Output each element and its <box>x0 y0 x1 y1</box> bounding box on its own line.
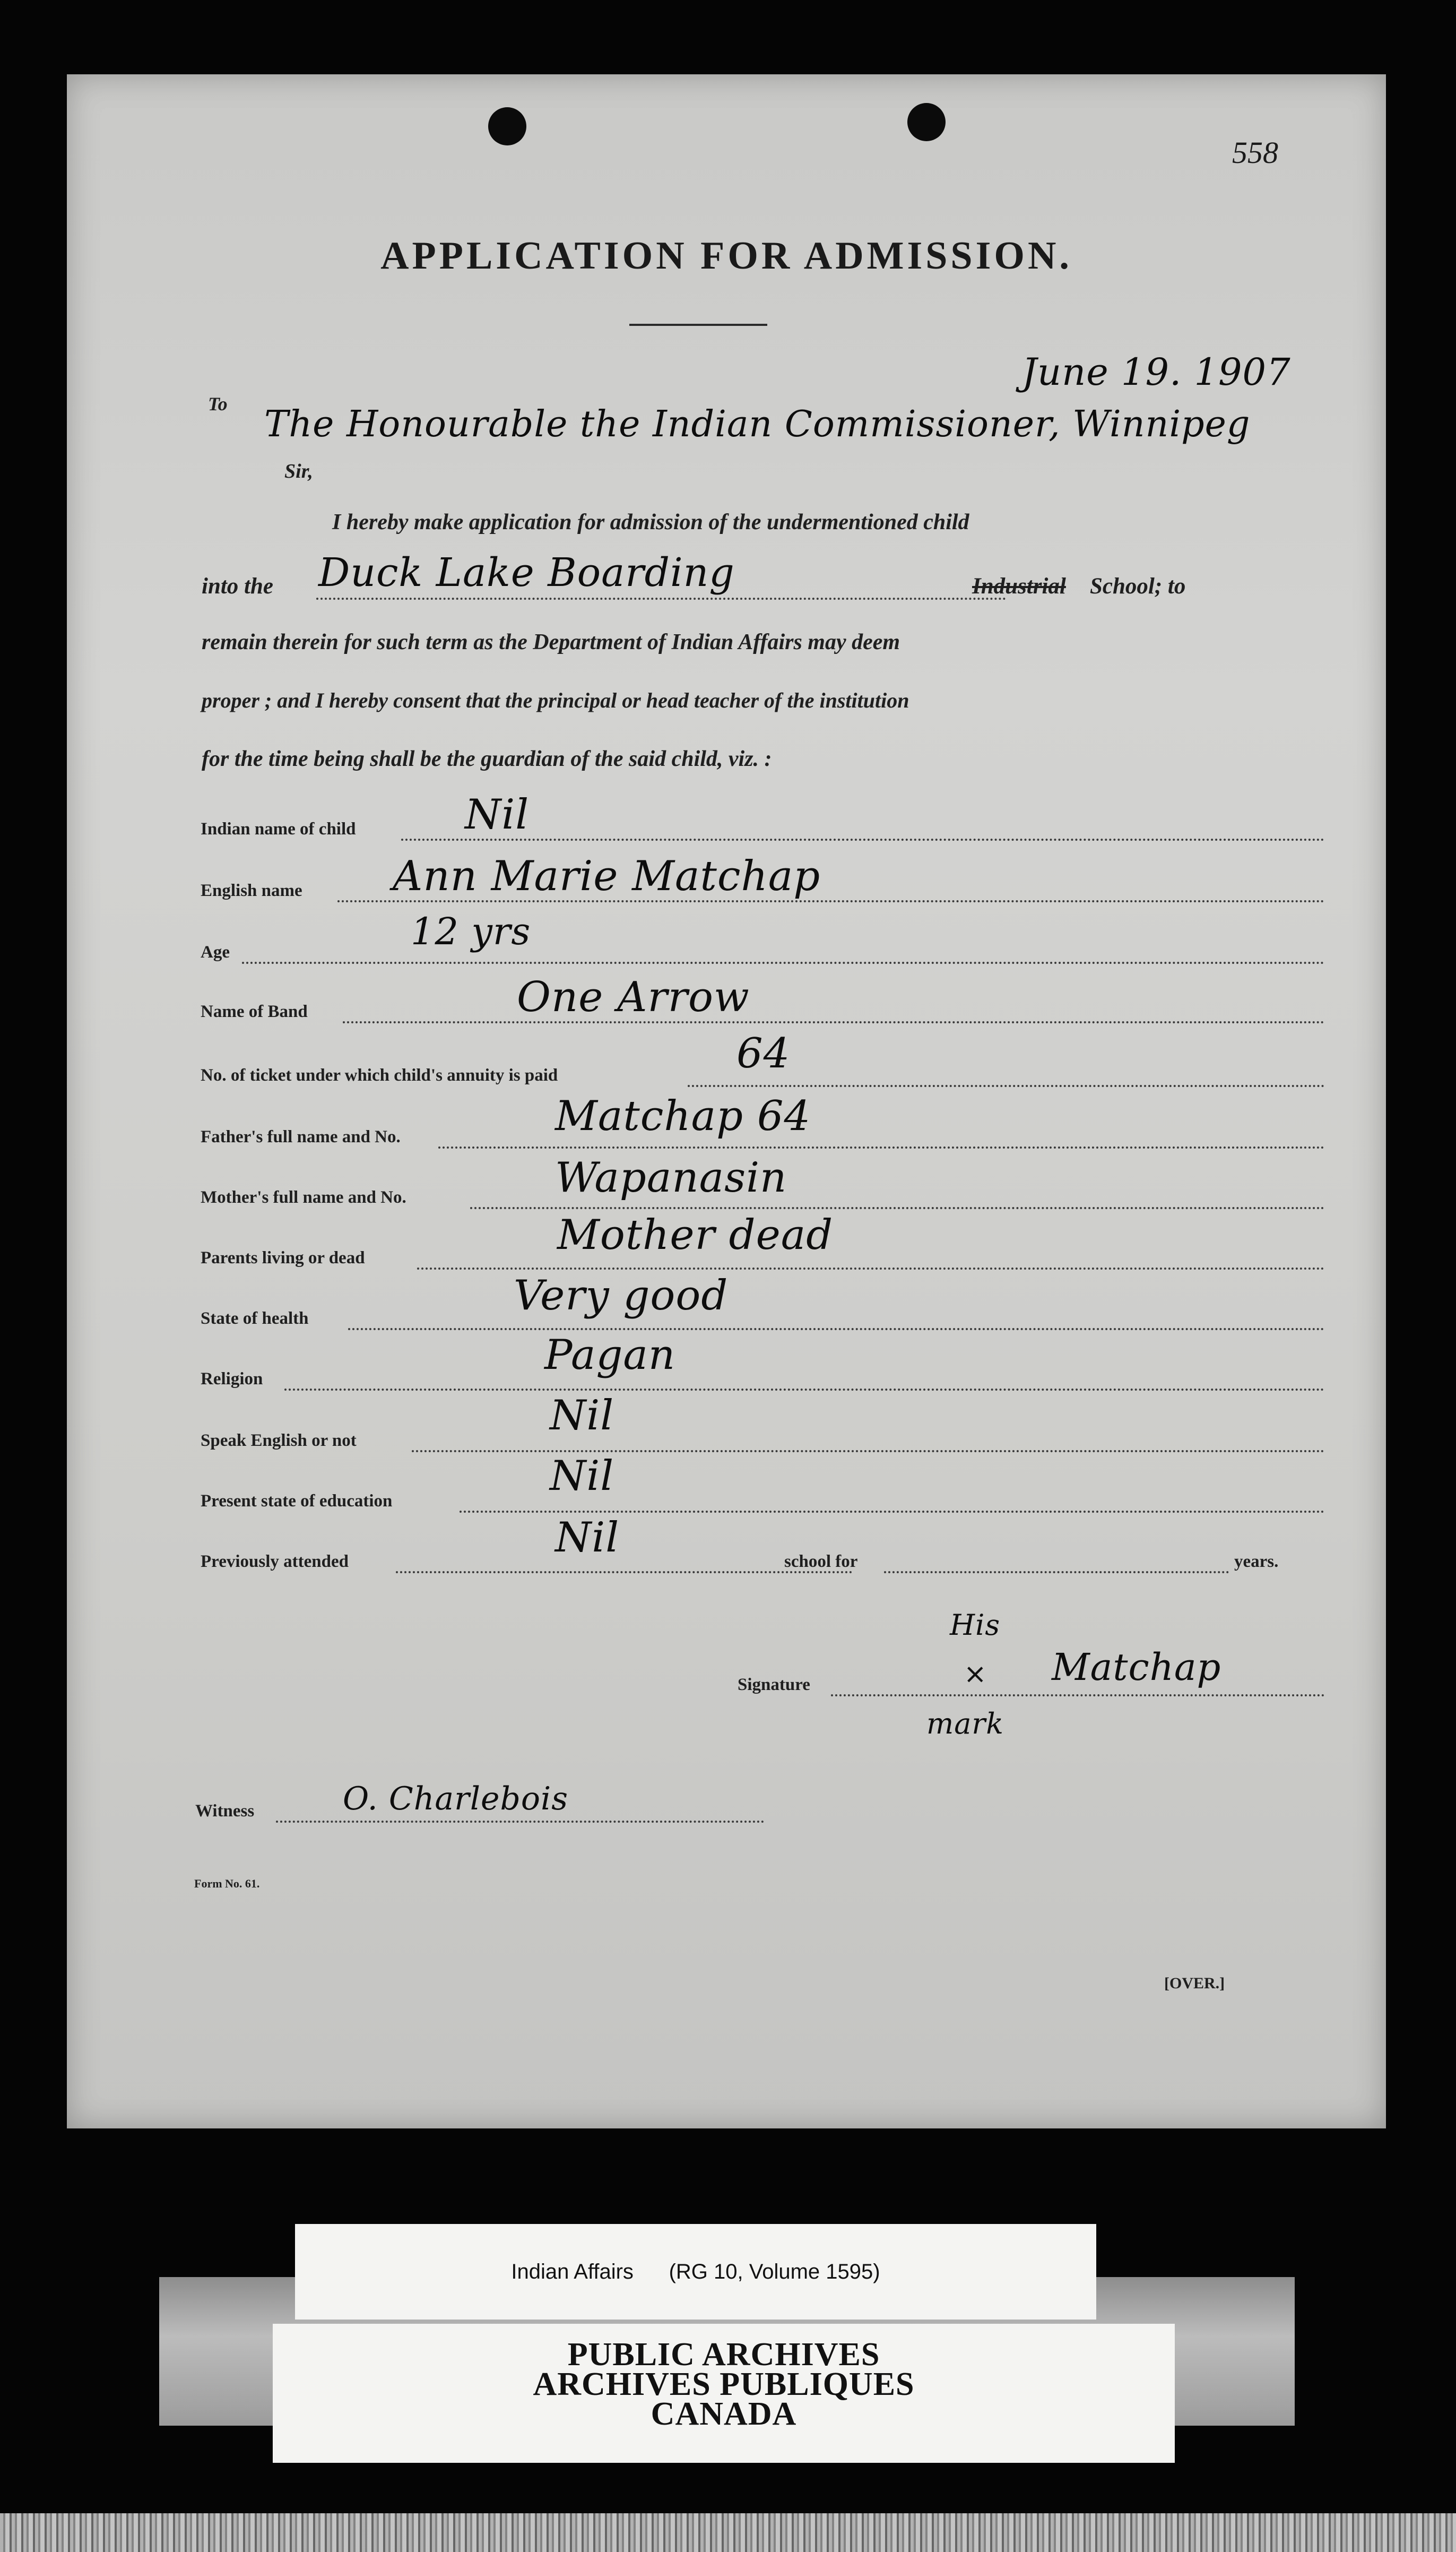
father-value: Matchap 64 <box>555 1092 811 1140</box>
education-value: Nil <box>550 1452 614 1500</box>
indian-name-label: Indian name of child <box>201 820 356 839</box>
mother-value: Wapanasin <box>555 1154 787 1202</box>
over-marker: [OVER.] <box>1164 1975 1225 1992</box>
school-name-line <box>316 598 1006 600</box>
education-line <box>460 1511 1324 1513</box>
ticket-label: No. of ticket under which child's annuity is paid <box>201 1066 558 1085</box>
to-label: To <box>208 393 228 415</box>
health-label: State of health <box>201 1309 309 1328</box>
english-name-value: Ann Marie Matchap <box>393 852 821 900</box>
body-line-3: remain therein for such term as the Department of Indian Affairs may deem <box>202 630 900 654</box>
age-line <box>242 962 1324 964</box>
date-handwritten: June 19. 1907 <box>1022 350 1291 394</box>
school-for-line <box>884 1571 1229 1573</box>
signature-x-mark: × <box>964 1658 987 1690</box>
previously-line <box>396 1571 852 1573</box>
previously-value: Nil <box>555 1514 620 1562</box>
addressee-handwritten: The Honourable the Indian Commissioner, Winnipeg <box>264 403 1251 445</box>
english-name-line <box>337 900 1324 902</box>
mother-line <box>470 1207 1324 1209</box>
speak-english-line <box>412 1450 1324 1452</box>
religion-value: Pagan <box>544 1331 676 1379</box>
father-label: Father's full name and No. <box>201 1127 401 1146</box>
father-line <box>438 1146 1324 1149</box>
form-title: APPLICATION FOR ADMISSION. <box>380 234 1072 278</box>
witness-value: O. Charlebois <box>343 1780 569 1817</box>
signature-his: His <box>950 1608 1001 1642</box>
stamp-line-1: PUBLIC ARCHIVES <box>567 2337 880 2373</box>
religion-label: Religion <box>201 1369 263 1389</box>
speak-english-label: Speak English or not <box>201 1431 357 1450</box>
parents-label: Parents living or dead <box>201 1248 365 1268</box>
religion-line <box>284 1389 1324 1391</box>
health-value: Very good <box>514 1272 729 1320</box>
body-line-5: for the time being shall be the guardian of the said child, viz. : <box>202 747 772 771</box>
signature-line <box>831 1694 1324 1696</box>
band-label: Name of Band <box>201 1002 308 1021</box>
archive-stamp <box>273 2324 1175 2463</box>
archive-reference-label <box>295 2224 1096 2320</box>
salutation: Sir, <box>284 460 313 482</box>
body-line-4: proper ; and I hereby consent that the principal or head teacher of the institution <box>202 688 909 712</box>
signature-name: Matchap <box>1052 1645 1221 1689</box>
parents-value: Mother dead <box>557 1211 834 1259</box>
body-line-1: I hereby make application for admission of the undermentioned child <box>332 510 969 534</box>
stamp-line-3: CANADA <box>651 2396 797 2432</box>
education-label: Present state of education <box>201 1491 393 1511</box>
witness-line <box>276 1821 764 1823</box>
title-divider <box>629 324 767 326</box>
school-name-handwritten: Duck Lake Boarding <box>318 550 735 596</box>
into-the-label: into the <box>202 574 274 599</box>
punch-hole-left <box>488 107 526 145</box>
parents-line <box>417 1268 1324 1270</box>
school-suffix: School; to <box>1090 574 1186 599</box>
ticket-line <box>688 1085 1324 1087</box>
witness-label: Witness <box>195 1801 255 1821</box>
years-label: years. <box>1234 1552 1279 1571</box>
age-value: 12 yrs <box>411 910 531 953</box>
archive-reference-text: Indian Affairs (RG 10, Volume 1595) <box>511 2260 880 2283</box>
industrial-struck: Industrial <box>972 574 1066 599</box>
signature-label: Signature <box>738 1675 810 1694</box>
indian-name-line <box>401 839 1324 841</box>
band-line <box>343 1021 1324 1023</box>
film-edge-strip <box>0 2513 1456 2552</box>
stamp-line-2: ARCHIVES PUBLIQUES <box>533 2366 915 2402</box>
application-form-page <box>67 74 1386 2128</box>
ticket-value: 64 <box>736 1030 791 1077</box>
english-name-label: English name <box>201 881 302 900</box>
mother-label: Mother's full name and No. <box>201 1188 406 1207</box>
form-number: Form No. 61. <box>194 1877 260 1890</box>
signature-mark: mark <box>926 1707 1004 1740</box>
punch-hole-right <box>907 103 946 141</box>
indian-name-value: Nil <box>465 791 530 839</box>
band-value: One Arrow <box>517 973 750 1021</box>
health-line <box>348 1328 1324 1330</box>
page-number: 558 <box>1232 135 1278 170</box>
age-label: Age <box>201 943 230 962</box>
school-for-label: school for <box>784 1552 858 1571</box>
speak-english-value: Nil <box>550 1392 614 1439</box>
previously-label: Previously attended <box>201 1552 349 1571</box>
